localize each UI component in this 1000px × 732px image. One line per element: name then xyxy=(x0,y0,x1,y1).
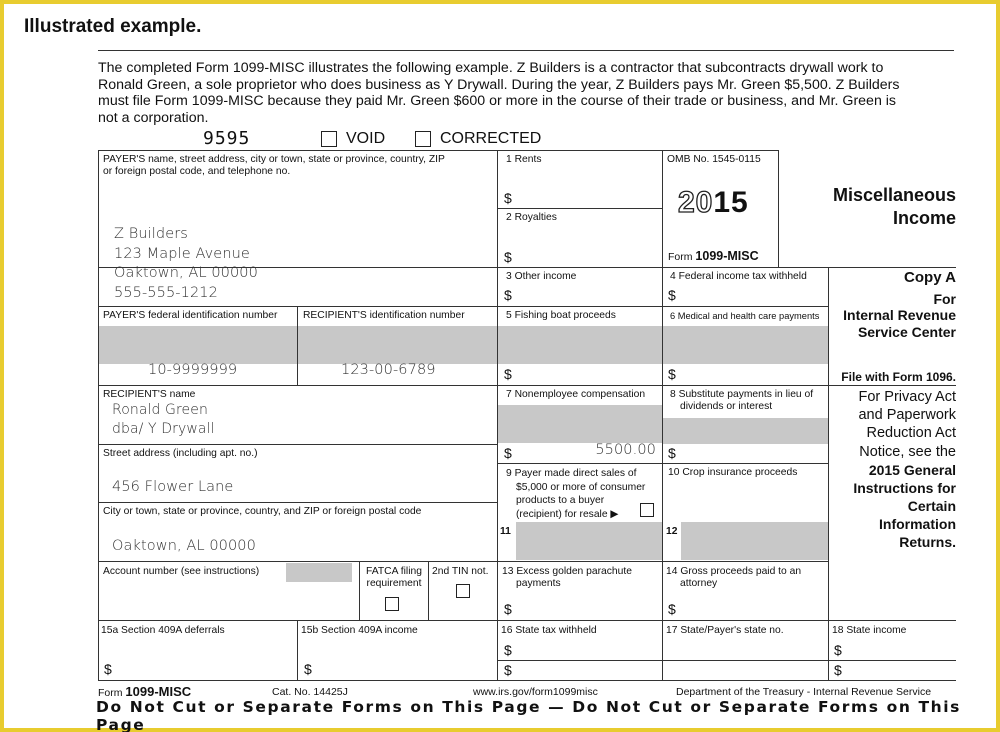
privacy-line: and Paperwork xyxy=(858,407,956,424)
irs-url: www.irs.gov/form1099misc xyxy=(473,686,598,698)
box9-checkbox[interactable] xyxy=(640,503,654,517)
label-line: PAYER'S name, street address, city or town, state or province, country, ZIP xyxy=(103,154,445,165)
box2-label: 2 Royalties xyxy=(506,212,557,223)
payer-tin-value: 10-9999999 xyxy=(148,362,238,378)
instr-line: 2015 General xyxy=(868,462,956,478)
box18-label: 18 State income xyxy=(832,625,907,636)
shade xyxy=(663,418,828,444)
box17-label: 17 State/Payer's state no. xyxy=(666,625,784,636)
payer-label xyxy=(103,154,445,178)
fatca-label xyxy=(361,566,427,590)
box1-dollar: $ xyxy=(504,190,512,206)
box16-dollar-2: $ xyxy=(504,662,512,678)
box3-label: 3 Other income xyxy=(506,271,577,282)
grid-line xyxy=(828,267,829,680)
label-line: 9 Payer made direct sales of xyxy=(506,468,637,479)
box18-dollar-2: $ xyxy=(834,662,842,678)
form-name: 1099-MISC xyxy=(695,249,759,263)
shade xyxy=(681,522,828,560)
tin2-label: 2nd TIN not. xyxy=(432,566,489,577)
omb-number: OMB No. 1545-0115 xyxy=(667,154,761,165)
box4-dollar: $ xyxy=(668,287,676,303)
tax-year-suffix: 15 xyxy=(713,186,749,219)
irs-center xyxy=(830,307,956,341)
shade xyxy=(498,326,662,364)
payer-line: Oaktown, AL 00000 xyxy=(114,265,258,281)
box7-dollar: $ xyxy=(504,445,512,461)
box6-dollar: $ xyxy=(668,366,676,382)
box1-label: 1 Rents xyxy=(506,154,542,165)
shade xyxy=(298,326,497,364)
label-line: 8 Substitute payments in lieu of xyxy=(670,389,814,400)
box16-dollar: $ xyxy=(504,642,512,658)
recipient-line: dba/ Y Drywall xyxy=(112,421,215,437)
label-line: $5,000 or more of consumer xyxy=(516,481,646,493)
irs-line: Service Center xyxy=(857,324,956,340)
instr-line: Information xyxy=(879,516,956,532)
box11-label: 11 xyxy=(500,526,511,537)
privacy-line: For Privacy Act xyxy=(858,389,956,405)
box6-label: 6 Medical and health care payments xyxy=(670,311,820,321)
box16-label: 16 State tax withheld xyxy=(501,625,597,636)
label-line: dividends or interest xyxy=(680,401,773,412)
shade xyxy=(516,522,662,560)
box9-label xyxy=(506,467,645,521)
do-not-cut-notice: Do Not Cut or Separate Forms on This Page — Do Not Cut or Separate Forms on This Page xyxy=(96,698,961,732)
grid-line xyxy=(297,620,298,680)
copy-a-title: Copy A xyxy=(904,269,956,286)
box14-label xyxy=(666,566,801,590)
shade xyxy=(286,563,352,582)
form-title xyxy=(780,184,956,230)
grid-line xyxy=(98,502,497,503)
grid-line xyxy=(497,660,956,661)
box18-dollar: $ xyxy=(834,642,842,658)
box4-label: 4 Federal income tax withheld xyxy=(670,271,807,282)
recipient-tin-value: 123-00-6789 xyxy=(341,362,436,378)
box5-label: 5 Fishing boat proceeds xyxy=(506,310,616,321)
catalog-number: Cat. No. 14425J xyxy=(272,686,348,698)
tax-year-prefix: 20 xyxy=(678,186,714,219)
footer-form xyxy=(98,684,191,699)
privacy-notice xyxy=(830,388,956,461)
heading-rule xyxy=(98,50,954,51)
recipient-line: Ronald Green xyxy=(112,402,208,418)
box12-label: 12 xyxy=(666,526,678,537)
general-instructions xyxy=(830,461,956,551)
void-label: VOID xyxy=(346,130,386,147)
payer-line: 555-555-1212 xyxy=(114,284,218,301)
grid-line xyxy=(98,150,778,151)
shade xyxy=(99,326,297,364)
corrected-checkbox[interactable] xyxy=(415,131,431,147)
payer-info xyxy=(114,225,258,303)
box2-dollar: $ xyxy=(504,249,512,265)
form-code: 9595 xyxy=(203,128,251,149)
section-heading: Illustrated example. xyxy=(24,16,202,37)
intro-line: Ronald Green, a sole proprietor who does business as Y Drywall. During the year, Z Builders pays Mr. Green $5,500. Z Builders xyxy=(98,76,900,93)
box7-label: 7 Nonemployee compensation xyxy=(506,389,646,400)
irs-line: Internal Revenue xyxy=(843,307,956,323)
intro-line: must file Form 1099-MISC because they paid Mr. Green $600 or more in the course of their trade or business, and Mr. Green is xyxy=(98,93,897,109)
instr-line: Instructions for xyxy=(853,480,956,496)
box13-label xyxy=(502,566,632,590)
treasury-dept: Department of the Treasury - Internal Revenue Service xyxy=(676,686,932,698)
tax-year xyxy=(678,186,749,220)
shade xyxy=(663,326,828,364)
street-label: Street address (including apt. no.) xyxy=(103,448,258,459)
label-line: FATCA filing xyxy=(366,566,422,577)
label-line: payments xyxy=(516,578,561,589)
label-line: or foreign postal code, and telephone no. xyxy=(103,166,291,177)
box8-label xyxy=(670,389,813,413)
box7-value: 5500.00 xyxy=(595,442,656,458)
grid-line xyxy=(98,150,99,680)
street-value: 456 Flower Lane xyxy=(112,479,234,495)
grid-line xyxy=(98,680,956,681)
label-line: 14 Gross proceeds paid to an xyxy=(666,566,802,577)
tin2-checkbox[interactable] xyxy=(456,584,470,598)
box15b-dollar: $ xyxy=(304,661,312,677)
grid-line xyxy=(428,561,429,620)
grid-line xyxy=(778,150,779,267)
copy-a-for: For xyxy=(933,291,956,307)
box10-label: 10 Crop insurance proceeds xyxy=(668,467,798,478)
grid-line xyxy=(359,561,360,620)
city-value: Oaktown, AL 00000 xyxy=(112,538,256,554)
grid-line xyxy=(98,306,828,307)
file-with-1096: File with Form 1096. xyxy=(841,370,956,384)
box15a-label: 15a Section 409A deferrals xyxy=(101,625,225,636)
privacy-line: Reduction Act xyxy=(866,425,956,442)
payer-line: 123 Maple Avenue xyxy=(114,245,250,262)
label-line: attorney xyxy=(680,578,718,589)
fatca-checkbox[interactable] xyxy=(385,597,399,611)
title-line: Income xyxy=(892,208,956,228)
box15a-dollar: $ xyxy=(104,661,112,677)
payer-line: Z Builders xyxy=(114,226,188,242)
form-word: Form xyxy=(668,251,693,263)
box15b-label: 15b Section 409A income xyxy=(301,625,418,636)
box14-dollar: $ xyxy=(668,601,676,617)
city-label: City or town, state or province, country, and ZIP or foreign postal code xyxy=(103,506,422,517)
box3-dollar: $ xyxy=(504,287,512,303)
label-line: requirement xyxy=(366,578,422,589)
void-checkbox[interactable] xyxy=(321,131,337,147)
form-id xyxy=(668,249,759,263)
privacy-line: Notice, see the xyxy=(859,443,956,460)
label-line: (recipient) for resale ▶ xyxy=(516,508,619,520)
grid-line xyxy=(98,561,828,562)
box5-dollar: $ xyxy=(504,366,512,382)
payer-tin-label: PAYER'S federal identification number xyxy=(103,310,278,321)
footer-form-word: Form xyxy=(98,687,123,699)
label-line: products to a buyer xyxy=(516,495,605,507)
grid-line xyxy=(662,150,663,680)
shade xyxy=(498,405,662,443)
footer-form-name: 1099-MISC xyxy=(125,684,192,699)
box13-dollar: $ xyxy=(504,601,512,617)
intro-paragraph xyxy=(98,60,958,126)
account-label: Account number (see instructions) xyxy=(103,566,260,577)
recipient-tin-label: RECIPIENT'S identification number xyxy=(303,310,465,321)
recipient-name xyxy=(112,401,215,439)
box8-dollar: $ xyxy=(668,445,676,461)
instr-line: Returns. xyxy=(899,534,956,550)
corrected-label: CORRECTED xyxy=(440,130,542,147)
grid-line xyxy=(98,444,497,445)
recipient-name-label: RECIPIENT'S name xyxy=(103,389,196,400)
label-line: 13 Excess golden parachute xyxy=(502,566,632,577)
instr-line: Certain xyxy=(907,498,956,514)
title-line: Miscellaneous xyxy=(832,185,956,205)
intro-line: The completed Form 1099-MISC illustrates the following example. Z Builders is a contractor that subcontracts drywall work to xyxy=(98,60,884,76)
grid-line xyxy=(497,208,662,209)
intro-line: not a corporation. xyxy=(98,109,209,126)
